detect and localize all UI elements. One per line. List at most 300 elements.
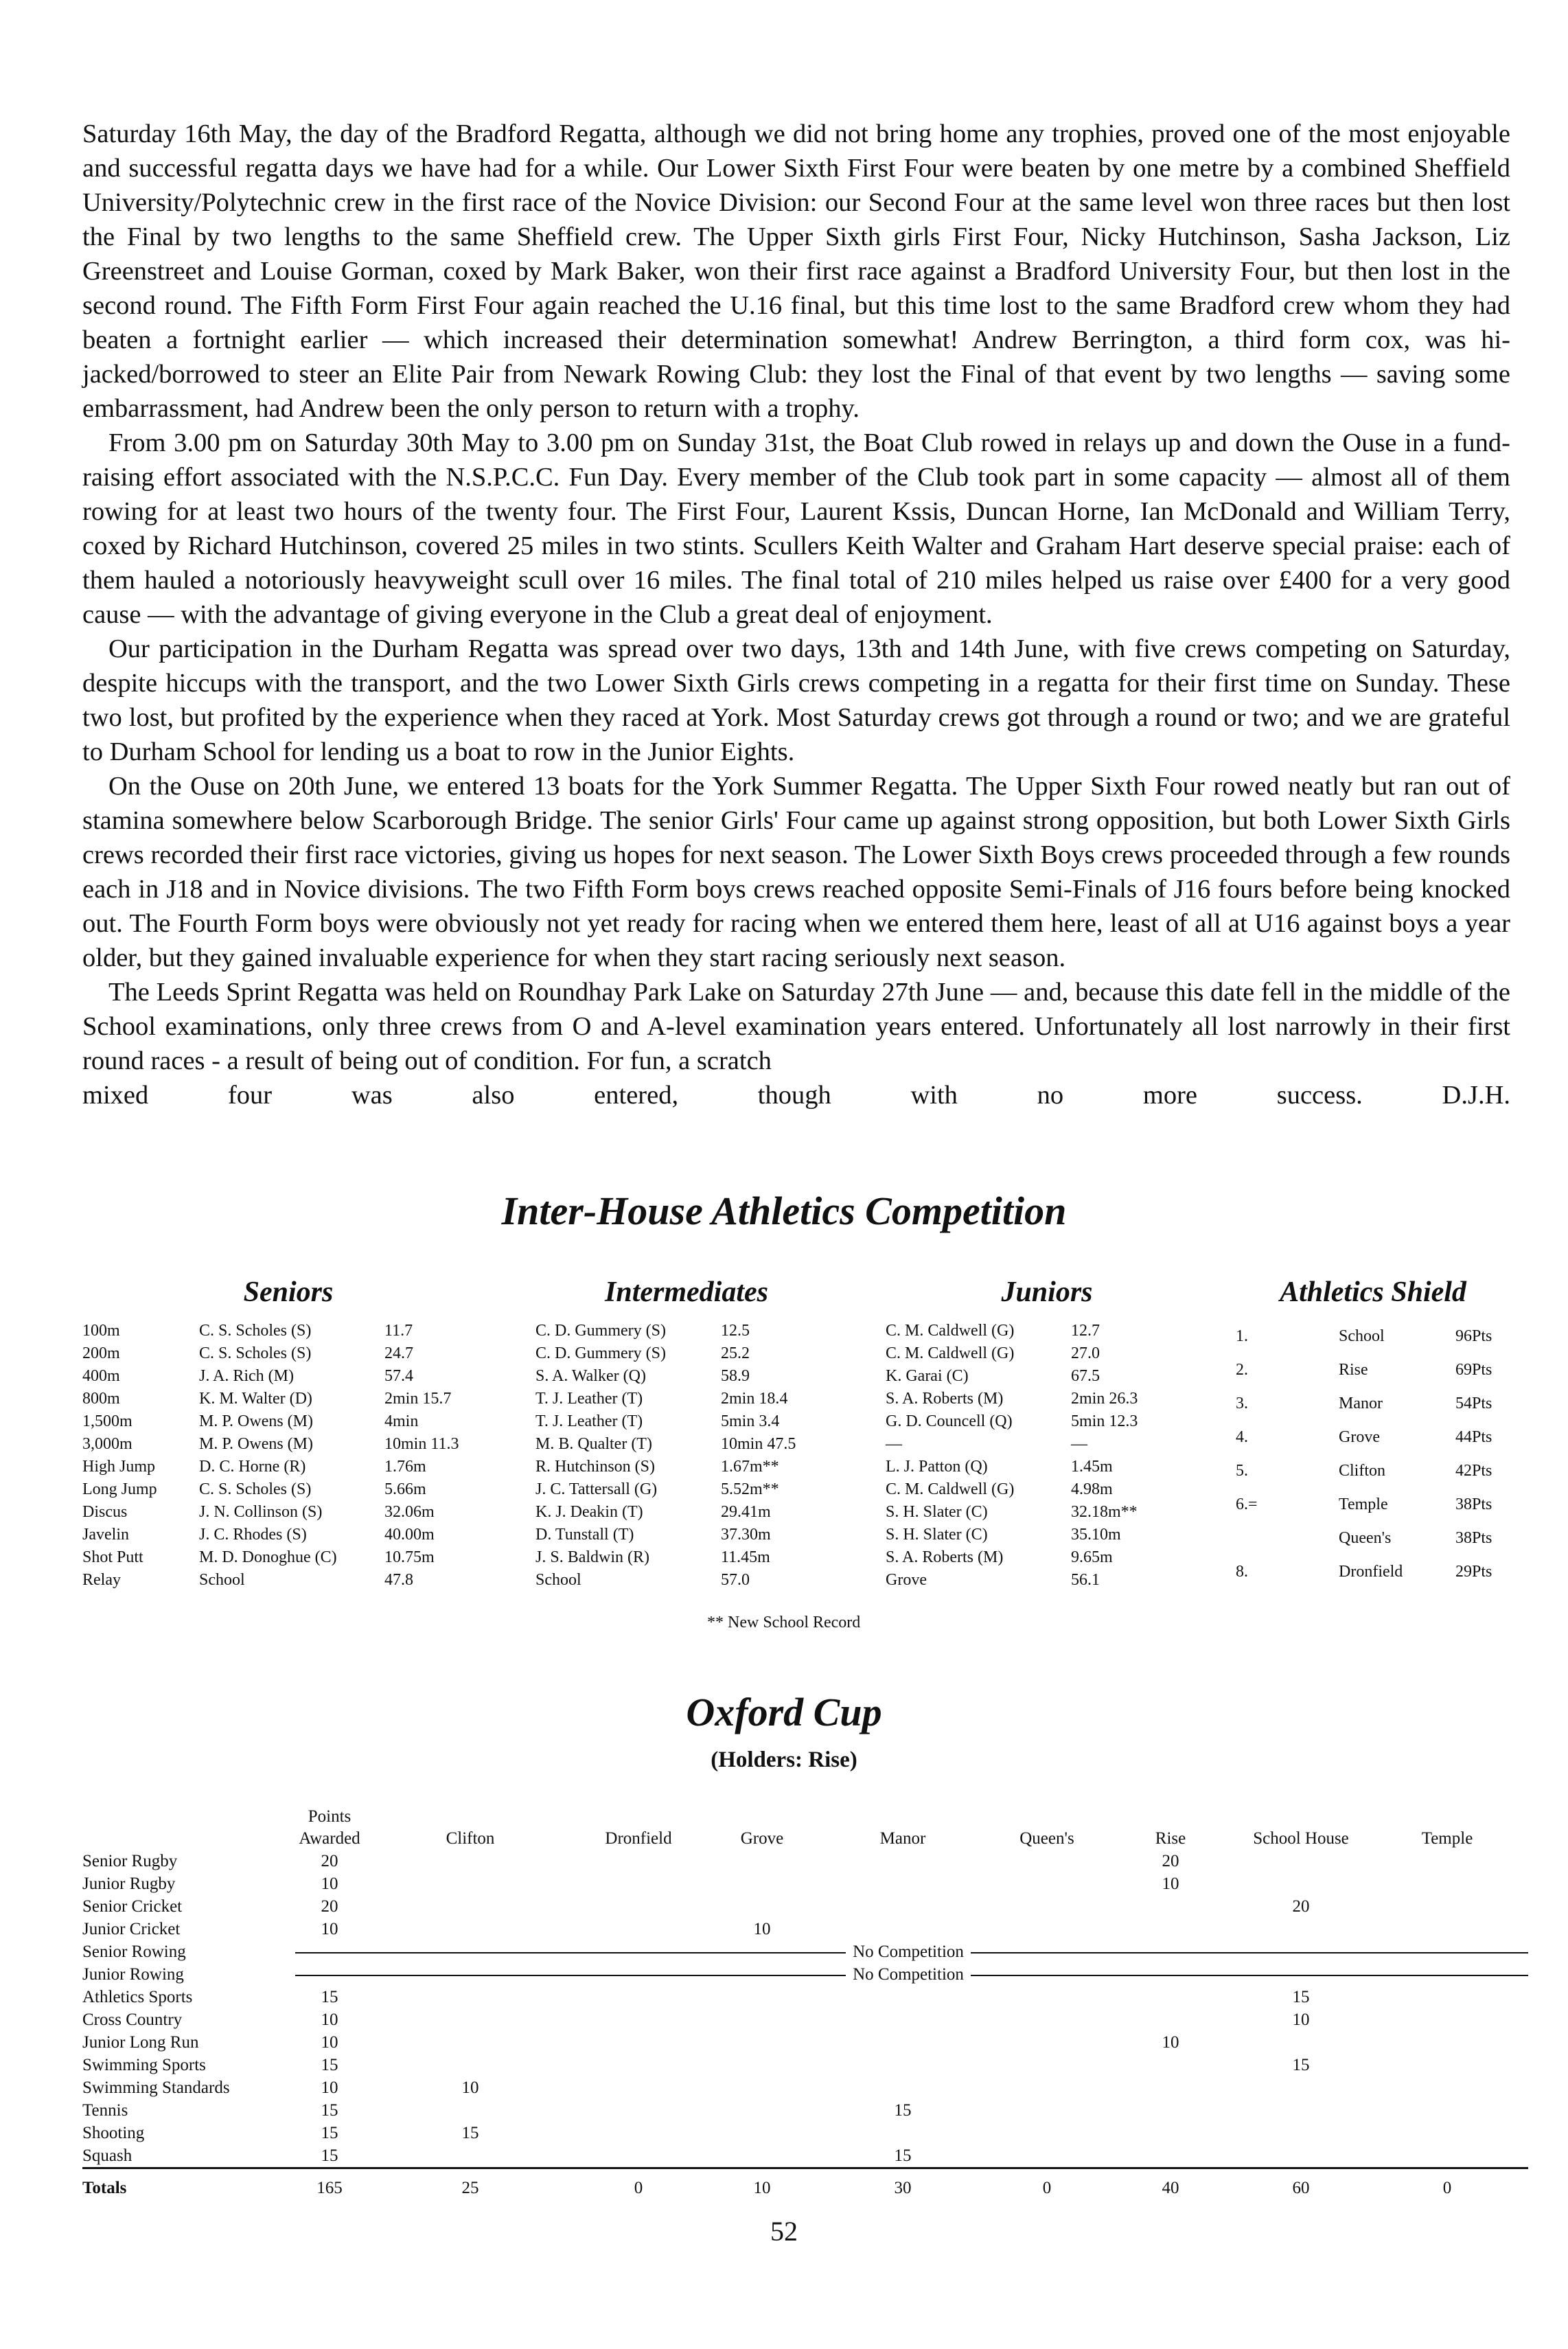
house-points bbox=[1366, 2144, 1528, 2168]
paragraph-durham: Our participation in the Durham Regatta was spread over two days, 13th and 14th June, with five crews competing on Saturday, despite hiccups with the transport, and the two Lower Sixth Girls crews competing in a regatta for their first time on Sunday. These two lost, but profited by the experience when they raced at York. Most Saturday crews got through a round or two; and we are grateful to Durham School for lending us a boat to row in the Junior Eights. bbox=[82, 634, 1510, 766]
house-points bbox=[1236, 2031, 1366, 2054]
shield-house: School bbox=[1339, 1327, 1385, 1345]
house-points bbox=[570, 1872, 707, 1895]
paragraph-nspcc: From 3.00 pm on Saturday 30th May to 3.00 pm on Sunday 31st, the Boat Club rowed in relays up and down the Ouse in a fund-raising effort associated with the N.S.P.C.C. Fun Day. Every member of the Club took part in some capacity — almost all of them rowing for at least two hours of the twenty four. The First Four, Laurent Kssis, Duncan Horne, Ian McDonald and William Terry, coxed by Richard Hutchinson, covered 25 miles in two stints. Scullers Keith Walter and Graham Hart deserve special praise: each of them hauled a notoriously heavyweight scull over 16 miles. The final total of 210 miles helped us raise over £400 for a very good cause — with the advantage of giving everyone in the Club a great deal of enjoyment. bbox=[82, 428, 1510, 629]
event-name: 100m bbox=[82, 1322, 120, 1340]
seniors-result: 10.75m bbox=[384, 1548, 435, 1566]
seniors-winner: C. S. Scholes (S) bbox=[199, 1344, 312, 1362]
oxford-row bbox=[82, 2031, 1528, 2054]
points-awarded: 15 bbox=[321, 2056, 338, 2074]
house-points bbox=[707, 1986, 817, 2008]
oxford-row bbox=[82, 2076, 1528, 2099]
shield-position: 1. bbox=[1236, 1327, 1248, 1345]
house-points: 10 bbox=[461, 2078, 479, 2097]
oxford-column-header bbox=[82, 1806, 288, 1850]
shield-row bbox=[1236, 1353, 1510, 1387]
event-name: 200m bbox=[82, 1344, 120, 1362]
house-points bbox=[1105, 1986, 1236, 2008]
juniors-result: 9.65m bbox=[1071, 1548, 1113, 1566]
oxford-row bbox=[82, 1850, 1528, 1872]
shield-position bbox=[1236, 1522, 1339, 1555]
intermediates-winner: School bbox=[535, 1571, 581, 1589]
oxford-row bbox=[82, 1918, 1528, 1940]
house-points bbox=[1366, 2054, 1528, 2076]
house-points bbox=[1236, 1872, 1366, 1895]
event-name: High Jump bbox=[82, 1458, 156, 1476]
oxford-column-header: Rise bbox=[1155, 1829, 1186, 1848]
juniors-result: 67.5 bbox=[1071, 1367, 1100, 1385]
house-points bbox=[1105, 2076, 1236, 2099]
seniors-result: 10min 11.3 bbox=[384, 1435, 459, 1453]
shield-position: 2. bbox=[1236, 1361, 1248, 1379]
house-points bbox=[1105, 1895, 1236, 1918]
shield-house: Grove bbox=[1339, 1428, 1380, 1446]
intermediates-result: 1.67m** bbox=[721, 1458, 779, 1476]
athletics-title: Inter-House Athletics Competition bbox=[501, 1189, 1067, 1233]
house-points bbox=[371, 1918, 570, 1940]
house-points bbox=[570, 2144, 707, 2168]
shield-position: 6.= bbox=[1236, 1496, 1258, 1513]
shield-house: Rise bbox=[1339, 1361, 1368, 1379]
shield-house: Clifton bbox=[1339, 1462, 1386, 1480]
event-name: 800m bbox=[82, 1390, 120, 1408]
shield-points: 38Pts bbox=[1455, 1529, 1492, 1547]
shield-points: 44Pts bbox=[1455, 1428, 1492, 1446]
seniors-heading: Seniors bbox=[243, 1276, 334, 1308]
house-points bbox=[1366, 2099, 1528, 2122]
house-points: 15 bbox=[894, 2146, 912, 2165]
seniors-winner: D. C. Horne (R) bbox=[199, 1458, 306, 1476]
house-points bbox=[371, 2031, 570, 2054]
intermediates-result: 5min 3.4 bbox=[721, 1412, 780, 1430]
points-awarded: 15 bbox=[321, 2101, 338, 2120]
juniors-result: 27.0 bbox=[1071, 1344, 1100, 1362]
house-points bbox=[1236, 2099, 1366, 2122]
seniors-winner: M. P. Owens (M) bbox=[199, 1412, 314, 1430]
seniors-result: 4min bbox=[384, 1412, 419, 1430]
oxford-column-header: Queen's bbox=[1019, 1829, 1074, 1848]
oxford-row bbox=[82, 2099, 1528, 2122]
oxford-event: Senior Rugby bbox=[82, 1852, 178, 1870]
points-awarded: 10 bbox=[321, 2078, 338, 2097]
total-value: 0 bbox=[1366, 2168, 1528, 2200]
shield-row bbox=[1236, 1454, 1510, 1488]
house-points bbox=[371, 2008, 570, 2031]
athletics-results-table bbox=[82, 1320, 1236, 1592]
oxford-event: Swimming Standards bbox=[82, 2078, 230, 2097]
house-points: 10 bbox=[1162, 2033, 1179, 2052]
juniors-heading: Juniors bbox=[1001, 1276, 1093, 1308]
intermediates-result: 10min 47.5 bbox=[721, 1435, 796, 1453]
author-signature: D.J.H. bbox=[1442, 1081, 1510, 1110]
house-points bbox=[707, 2008, 817, 2031]
house-points: 20 bbox=[1162, 1852, 1179, 1870]
house-points bbox=[817, 1895, 989, 1918]
intermediates-winner: S. A. Walker (Q) bbox=[535, 1367, 646, 1385]
house-points bbox=[570, 2008, 707, 2031]
seniors-result: 1.76m bbox=[384, 1458, 426, 1476]
house-points bbox=[1105, 2054, 1236, 2076]
points-awarded: 10 bbox=[321, 1920, 338, 1938]
seniors-winner: J. A. Rich (M) bbox=[199, 1367, 294, 1385]
shield-position: 8. bbox=[1236, 1563, 1248, 1581]
juniors-result: 56.1 bbox=[1071, 1571, 1100, 1589]
athletics-row bbox=[82, 1524, 1236, 1546]
shield-position: 5. bbox=[1236, 1462, 1248, 1480]
house-points bbox=[371, 2144, 570, 2168]
house-points bbox=[1105, 2144, 1236, 2168]
seniors-winner: C. S. Scholes (S) bbox=[199, 1480, 312, 1498]
oxford-event: Swimming Sports bbox=[82, 2056, 206, 2074]
juniors-winner: S. H. Slater (C) bbox=[886, 1503, 988, 1521]
house-points bbox=[989, 1850, 1105, 1872]
event-name: Relay bbox=[82, 1571, 121, 1589]
record-note: ** New School Record bbox=[707, 1614, 861, 1631]
event-name: Javelin bbox=[82, 1526, 129, 1544]
shield-points: 96Pts bbox=[1455, 1327, 1492, 1345]
shield-row bbox=[1236, 1555, 1510, 1589]
regatta-report bbox=[82, 117, 1510, 1112]
shield-house: Dronfield bbox=[1339, 1563, 1403, 1581]
house-points bbox=[707, 2076, 817, 2099]
house-points bbox=[1366, 2031, 1528, 2054]
house-points bbox=[989, 2076, 1105, 2099]
intermediates-winner: J. S. Baldwin (R) bbox=[535, 1548, 650, 1566]
seniors-winner: School bbox=[199, 1571, 245, 1589]
house-points bbox=[570, 1850, 707, 1872]
juniors-winner: L. J. Patton (Q) bbox=[886, 1458, 988, 1476]
house-points bbox=[817, 1850, 989, 1872]
points-awarded: 20 bbox=[321, 1897, 338, 1916]
house-points bbox=[570, 2054, 707, 2076]
house-points bbox=[1236, 2122, 1366, 2144]
athletics-row bbox=[82, 1365, 1236, 1388]
house-points bbox=[570, 1895, 707, 1918]
house-points bbox=[989, 2122, 1105, 2144]
intermediates-result: 25.2 bbox=[721, 1344, 750, 1362]
house-points bbox=[1236, 2076, 1366, 2099]
paragraph-leeds-end: mixed four was also entered, though with no more success. bbox=[82, 1081, 1363, 1110]
house-points bbox=[1105, 2122, 1236, 2144]
house-points bbox=[371, 1986, 570, 2008]
athletics-row bbox=[82, 1388, 1236, 1410]
house-points bbox=[989, 2008, 1105, 2031]
house-points bbox=[1366, 2008, 1528, 2031]
house-points bbox=[707, 2122, 817, 2144]
seniors-result: 57.4 bbox=[384, 1367, 413, 1385]
no-competition-line bbox=[288, 1940, 1528, 1963]
house-points bbox=[707, 2099, 817, 2122]
total-value: 10 bbox=[707, 2168, 817, 2200]
oxford-row bbox=[82, 2122, 1528, 2144]
athletics-row bbox=[82, 1569, 1236, 1592]
house-points bbox=[1366, 2122, 1528, 2144]
juniors-winner: — bbox=[886, 1435, 902, 1453]
shield-points: 69Pts bbox=[1455, 1361, 1492, 1379]
house-points bbox=[817, 1918, 989, 1940]
points-awarded: 10 bbox=[321, 2010, 338, 2029]
oxford-event: Athletics Sports bbox=[82, 1988, 193, 2006]
juniors-winner: S. A. Roberts (M) bbox=[886, 1390, 1004, 1408]
house-points bbox=[707, 1895, 817, 1918]
house-points bbox=[817, 2031, 989, 2054]
house-points bbox=[817, 2076, 989, 2099]
shield-points: 42Pts bbox=[1455, 1462, 1492, 1480]
athletics-row bbox=[82, 1546, 1236, 1569]
intermediates-heading: Intermediates bbox=[605, 1276, 768, 1308]
points-awarded: 15 bbox=[321, 1988, 338, 2006]
seniors-result: 47.8 bbox=[384, 1571, 413, 1589]
paragraph-bradford: Saturday 16th May, the day of the Bradford Regatta, although we did not bring home any trophies, proved one of the most enjoyable and successful regatta days we have had for a while. Our Lower Sixth First Four were beaten by one metre by a combined Sheffield University/Polytechnic crew in the first race of the Novice Division: our Second Four at the same level won three races but then lost the Final by two lengths to the same Sheffield crew. The Upper Sixth girls First Four, Nicky Hutchinson, Sasha Jackson, Liz Greenstreet and Louise Gorman, coxed by Mark Baker, won their first race against a Bradford University Four, but then lost in the second round. The Fifth Form First Four again reached the U.16 final, but this time lost to the same Bradford crew whom they had beaten a fortnight earlier — which increased their determination somewhat! Andrew Berrington, a third form cox, was hi-jacked/borrowed to steer an Elite Pair from Newark Rowing Club: they lost the Final of that event by two lengths — saving some embarrassment, had Andrew been the only person to return with a trophy. bbox=[82, 119, 1510, 423]
oxford-row bbox=[82, 1872, 1528, 1895]
house-points bbox=[570, 2122, 707, 2144]
juniors-result: 4.98m bbox=[1071, 1480, 1113, 1498]
oxford-cup-table bbox=[82, 1806, 1528, 2199]
shield-row bbox=[1236, 1320, 1510, 1353]
seniors-winner: M. P. Owens (M) bbox=[199, 1435, 314, 1453]
oxford-totals-row bbox=[82, 2168, 1528, 2200]
house-points bbox=[1366, 1986, 1528, 2008]
totals-label: Totals bbox=[82, 2168, 288, 2200]
intermediates-result: 29.41m bbox=[721, 1503, 771, 1521]
oxford-row bbox=[82, 1986, 1528, 2008]
oxford-column-header: School House bbox=[1253, 1829, 1349, 1848]
shield-row bbox=[1236, 1488, 1510, 1522]
seniors-winner: J. C. Rhodes (S) bbox=[199, 1526, 307, 1544]
no-competition-label: No Competition bbox=[846, 1965, 971, 1984]
house-points: 10 bbox=[1292, 2010, 1310, 2029]
juniors-winner: Grove bbox=[886, 1571, 927, 1589]
no-competition-line bbox=[288, 1963, 1528, 1986]
intermediates-result: 58.9 bbox=[721, 1367, 750, 1385]
house-points bbox=[817, 2008, 989, 2031]
house-points bbox=[707, 2054, 817, 2076]
house-points bbox=[989, 2031, 1105, 2054]
house-points bbox=[989, 2144, 1105, 2168]
intermediates-result: 2min 18.4 bbox=[721, 1390, 788, 1408]
event-name: 400m bbox=[82, 1367, 120, 1385]
house-points: 15 bbox=[1292, 1988, 1310, 2006]
house-points bbox=[817, 1872, 989, 1895]
house-points bbox=[371, 1872, 570, 1895]
oxford-event: Cross Country bbox=[82, 2010, 183, 2029]
seniors-winner: M. D. Donoghue (C) bbox=[199, 1548, 337, 1566]
points-awarded: 10 bbox=[321, 1875, 338, 1893]
house-points bbox=[707, 2031, 817, 2054]
oxford-event: Junior Cricket bbox=[82, 1920, 181, 1938]
house-points bbox=[817, 1986, 989, 2008]
shield-house: Manor bbox=[1339, 1395, 1383, 1412]
shield-points: 54Pts bbox=[1455, 1395, 1492, 1412]
total-value: 30 bbox=[817, 2168, 989, 2200]
athletics-row bbox=[82, 1342, 1236, 1365]
intermediates-result: 57.0 bbox=[721, 1571, 750, 1589]
oxford-event: Squash bbox=[82, 2146, 132, 2165]
house-points bbox=[707, 1872, 817, 1895]
shield-position: 3. bbox=[1236, 1395, 1248, 1412]
house-points bbox=[817, 2054, 989, 2076]
juniors-winner: S. A. Roberts (M) bbox=[886, 1548, 1004, 1566]
house-points bbox=[989, 1895, 1105, 1918]
total-value: 0 bbox=[989, 2168, 1105, 2200]
closing-line bbox=[82, 1078, 1510, 1112]
house-points bbox=[1366, 1850, 1528, 1872]
total-value: 40 bbox=[1105, 2168, 1236, 2200]
oxford-cup-title: Oxford Cup bbox=[686, 1690, 882, 1734]
intermediates-winner: D. Tunstall (T) bbox=[535, 1526, 634, 1544]
intermediates-winner: C. D. Gummery (S) bbox=[535, 1322, 666, 1340]
house-points bbox=[570, 2099, 707, 2122]
juniors-result: 2min 26.3 bbox=[1071, 1390, 1138, 1408]
athletics-row bbox=[82, 1456, 1236, 1478]
intermediates-winner: M. B. Qualter (T) bbox=[535, 1435, 652, 1453]
oxford-row bbox=[82, 1963, 1528, 1986]
house-points bbox=[371, 1895, 570, 1918]
house-points bbox=[1105, 2008, 1236, 2031]
juniors-winner: C. M. Caldwell (G) bbox=[886, 1344, 1015, 1362]
page-number: 52 bbox=[770, 2216, 798, 2247]
house-points bbox=[570, 1986, 707, 2008]
seniors-result: 5.66m bbox=[384, 1480, 426, 1498]
shield-row bbox=[1236, 1387, 1510, 1421]
seniors-result: 32.06m bbox=[384, 1503, 435, 1521]
juniors-result: 1.45m bbox=[1071, 1458, 1113, 1476]
points-awarded: 15 bbox=[321, 2124, 338, 2142]
intermediates-result: 37.30m bbox=[721, 1526, 771, 1544]
oxford-event: Junior Long Run bbox=[82, 2033, 199, 2052]
athletics-row bbox=[82, 1501, 1236, 1524]
event-name: 3,000m bbox=[82, 1435, 132, 1453]
house-points bbox=[989, 1872, 1105, 1895]
shield-heading: Athletics Shield bbox=[1280, 1276, 1466, 1308]
shield-row bbox=[1236, 1522, 1510, 1555]
juniors-winner: C. M. Caldwell (G) bbox=[886, 1480, 1015, 1498]
juniors-result: 35.10m bbox=[1071, 1526, 1121, 1544]
seniors-result: 2min 15.7 bbox=[384, 1390, 452, 1408]
seniors-winner: C. S. Scholes (S) bbox=[199, 1322, 312, 1340]
total-value: 25 bbox=[371, 2168, 570, 2200]
seniors-winner: K. M. Walter (D) bbox=[199, 1390, 312, 1408]
house-points bbox=[989, 1986, 1105, 2008]
house-points bbox=[1105, 1918, 1236, 1940]
intermediates-winner: J. C. Tattersall (G) bbox=[535, 1480, 658, 1498]
shield-house: Queen's bbox=[1339, 1529, 1392, 1547]
house-points bbox=[989, 2054, 1105, 2076]
house-points: 15 bbox=[894, 2101, 912, 2120]
oxford-event: Junior Rugby bbox=[82, 1875, 176, 1893]
intermediates-winner: R. Hutchinson (S) bbox=[535, 1458, 655, 1476]
athletics-shield-table bbox=[1236, 1320, 1510, 1589]
intermediates-result: 12.5 bbox=[721, 1322, 750, 1340]
house-points bbox=[1236, 1918, 1366, 1940]
house-points bbox=[1236, 1850, 1366, 1872]
paragraph-york: On the Ouse on 20th June, we entered 13 boats for the York Summer Regatta. The Upper Sixth Four rowed neatly but ran out of stamina somewhere below Scarborough Bridge. The senior Girls' Four came up against strong opposition, but both Lower Sixth Girls crews recorded their first race victories, giving us hopes for next season. The Lower Sixth Boys crews proceeded through a few rounds each in J18 and in Novice divisions. The two Fifth Form boys crews reached opposite Semi-Finals of J16 fours before being knocked out. The Fourth Form boys were obviously not yet ready for racing when we entered them here, least of all at U16 against boys a year older, but they gained invaluable experience for when they start racing seriously next season. bbox=[82, 772, 1510, 972]
house-points bbox=[371, 2054, 570, 2076]
house-points: 15 bbox=[461, 2124, 479, 2142]
house-points bbox=[1105, 2099, 1236, 2122]
house-points: 20 bbox=[1292, 1897, 1310, 1916]
juniors-winner: K. Garai (C) bbox=[886, 1367, 969, 1385]
house-points bbox=[707, 1850, 817, 1872]
oxford-column-header: Dronfield bbox=[605, 1829, 672, 1848]
oxford-column-header: Manor bbox=[879, 1829, 926, 1848]
oxford-event: Shooting bbox=[82, 2124, 145, 2142]
paragraph-leeds: The Leeds Sprint Regatta was held on Roundhay Park Lake on Saturday 27th June — and, because this date fell in the middle of the School examinations, only three crews from O and A-level examination years entered. Unfortunately all lost narrowly in their first round races - a result of being out of condition. For fun, a scratch bbox=[82, 978, 1510, 1075]
oxford-column-header: Clifton bbox=[446, 1829, 495, 1848]
intermediates-winner: C. D. Gummery (S) bbox=[535, 1344, 666, 1362]
juniors-result: 32.18m** bbox=[1071, 1503, 1138, 1521]
house-points bbox=[1366, 1895, 1528, 1918]
house-points bbox=[570, 2031, 707, 2054]
event-name: Discus bbox=[82, 1503, 128, 1521]
house-points bbox=[371, 2099, 570, 2122]
house-points: 10 bbox=[753, 1920, 771, 1938]
no-competition-label: No Competition bbox=[846, 1943, 971, 1961]
house-points: 10 bbox=[1162, 1875, 1179, 1893]
juniors-winner: G. D. Councell (Q) bbox=[886, 1412, 1013, 1430]
shield-position: 4. bbox=[1236, 1428, 1248, 1446]
oxford-event: Tennis bbox=[82, 2101, 128, 2120]
oxford-event: Senior Cricket bbox=[82, 1897, 183, 1916]
points-awarded: 15 bbox=[321, 2146, 338, 2165]
event-name: Shot Putt bbox=[82, 1548, 143, 1566]
juniors-result: 12.7 bbox=[1071, 1322, 1100, 1340]
oxford-header-row bbox=[82, 1806, 1528, 1850]
oxford-row bbox=[82, 2008, 1528, 2031]
shield-house: Temple bbox=[1339, 1496, 1388, 1513]
total-value: 0 bbox=[570, 2168, 707, 2200]
house-points bbox=[707, 2144, 817, 2168]
house-points bbox=[1366, 1918, 1528, 1940]
athletics-row bbox=[82, 1433, 1236, 1456]
house-points bbox=[1236, 2144, 1366, 2168]
oxford-event: Junior Rowing bbox=[82, 1965, 184, 1984]
house-points bbox=[1366, 2076, 1528, 2099]
house-points bbox=[817, 2122, 989, 2144]
oxford-column-header: Grove bbox=[740, 1829, 784, 1848]
event-name: Long Jump bbox=[82, 1480, 157, 1498]
athletics-row bbox=[82, 1410, 1236, 1433]
intermediates-winner: T. J. Leather (T) bbox=[535, 1412, 643, 1430]
juniors-winner: C. M. Caldwell (G) bbox=[886, 1322, 1015, 1340]
juniors-result: — bbox=[1071, 1435, 1087, 1453]
seniors-result: 24.7 bbox=[384, 1344, 413, 1362]
total-value: 165 bbox=[288, 2168, 371, 2200]
total-value: 60 bbox=[1236, 2168, 1366, 2200]
juniors-winner: S. H. Slater (C) bbox=[886, 1526, 988, 1544]
oxford-holders: (Holders: Rise) bbox=[711, 1748, 857, 1772]
oxford-event: Senior Rowing bbox=[82, 1943, 186, 1961]
intermediates-winner: K. J. Deakin (T) bbox=[535, 1503, 643, 1521]
points-awarded: 20 bbox=[321, 1852, 338, 1870]
athletics-row bbox=[82, 1478, 1236, 1501]
event-name: 1,500m bbox=[82, 1412, 132, 1430]
oxford-column-header: Temple bbox=[1421, 1829, 1473, 1848]
house-points bbox=[1366, 1872, 1528, 1895]
intermediates-result: 11.45m bbox=[721, 1548, 770, 1566]
house-points bbox=[989, 1918, 1105, 1940]
seniors-result: 40.00m bbox=[384, 1526, 435, 1544]
athletics-row bbox=[82, 1320, 1236, 1342]
oxford-row bbox=[82, 1895, 1528, 1918]
oxford-row bbox=[82, 2054, 1528, 2076]
juniors-result: 5min 12.3 bbox=[1071, 1412, 1138, 1430]
oxford-column-header: Points Awarded bbox=[299, 1807, 360, 1848]
house-points bbox=[570, 2076, 707, 2099]
shield-points: 29Pts bbox=[1455, 1563, 1492, 1581]
intermediates-winner: T. J. Leather (T) bbox=[535, 1390, 643, 1408]
house-points bbox=[371, 1850, 570, 1872]
